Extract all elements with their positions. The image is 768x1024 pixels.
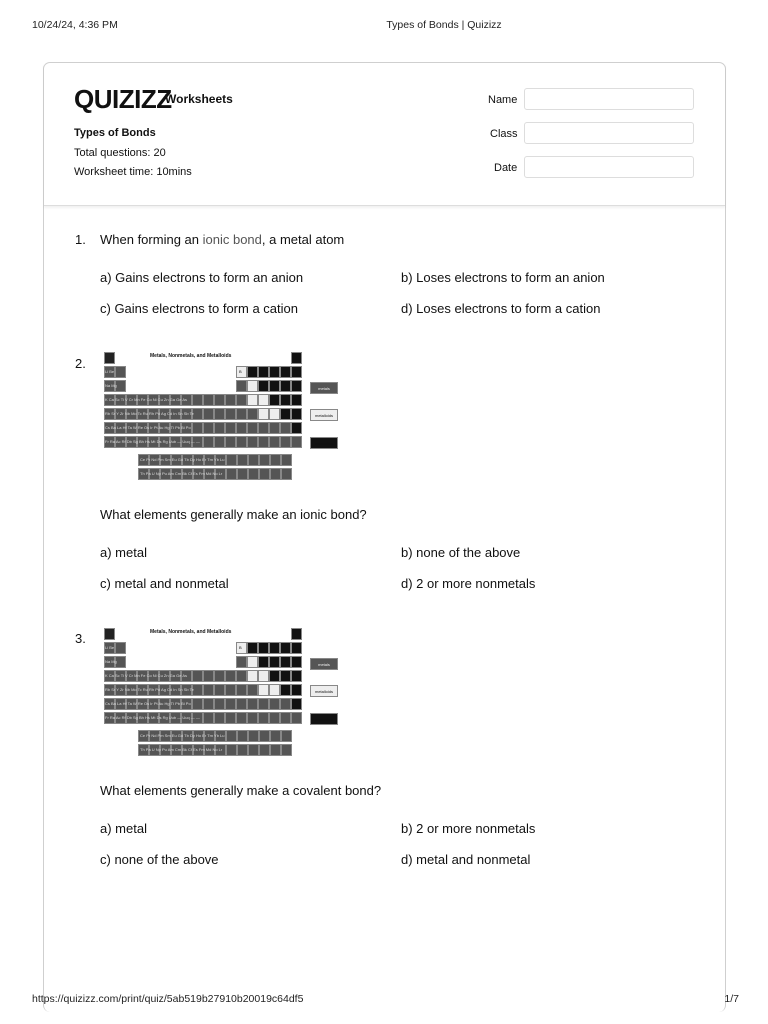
element-row-symbols: Rb Sr Y Zr Nb Mo Tc Ru Rh Pd Ag Cd In Sn Sb Te [105,687,194,692]
element-cell [236,408,247,420]
element-cell [203,436,214,448]
element-cell [291,380,302,392]
element-cell [269,394,280,406]
element-row-symbols: K Ca Sc Ti V Cr Mn Fe Co Ni Cu Zn Ga Ge As [105,673,188,678]
worksheet-time: Worksheet time: 10mins [74,166,192,178]
element-cell [214,698,225,710]
element-cell [247,408,258,420]
element-row-symbols: Li Be [105,645,115,650]
question-1-option-d: d) Loses electrons to form a cation [401,301,601,316]
print-url: https://quizizz.com/print/quiz/5ab519b27910b20019c64df5 [32,993,304,1005]
element-cell [269,642,280,654]
element-cell [269,380,280,392]
element-cell [291,408,302,420]
question-2-option-d: d) 2 or more nonmetals [401,576,536,591]
element-cell [247,656,258,668]
f-block-cell [259,744,270,756]
element-cell [258,656,269,668]
f-block-cell [281,468,292,480]
question-2-option-b: b) none of the above [401,545,521,560]
element-cell [214,394,225,406]
element-cell [280,408,291,420]
f-block-cell [237,468,248,480]
element-cell [225,684,236,696]
question-2-number: 2. [75,356,86,371]
element-cell [280,394,291,406]
element-cell [269,712,280,724]
worksheet-header [44,63,725,206]
f-block-cell [226,730,237,742]
element-row-symbols: Na Mg [105,383,117,388]
element-cell [236,394,247,406]
element-cell [291,684,302,696]
periodic-table-cells [102,628,307,758]
element-cell [236,670,247,682]
element-cell [258,642,269,654]
element-cell [225,408,236,420]
f-block-cell [226,468,237,480]
element-cell [247,394,258,406]
element-cell [236,436,247,448]
element-cell [236,712,247,724]
element-cell [258,698,269,710]
element-cell [104,352,115,364]
element-cell [203,422,214,434]
element-cell [225,436,236,448]
legend-metalloids: metalloids [310,685,338,697]
f-block-cell [281,744,292,756]
element-cell [115,642,126,654]
element-cell [280,656,291,668]
element-cell [258,408,269,420]
element-cell [280,684,291,696]
element-cell [280,366,291,378]
f-block-cell [270,730,281,742]
print-title: Types of Bonds | Quizizz [386,19,502,31]
f-block-cell [248,744,259,756]
element-cell [269,684,280,696]
element-row-symbols: Cs Ba La Hf Ta W Re Os Ir Pt Au Hg Tl Pb Bi Po [105,425,191,430]
f-block-cell [226,454,237,466]
element-cell [214,670,225,682]
element-cell [258,366,269,378]
question-3-option-a: a) metal [100,821,147,836]
element-cell [258,684,269,696]
f-block-cell [248,454,259,466]
element-cell [225,422,236,434]
element-cell [203,684,214,696]
legend-nonmetals: nonmetals [310,437,338,449]
f-block-symbols: Th Pa U Np Pu Am Cm Bk Cf Es Fm Md No Lr [140,747,223,752]
element-cell [291,422,302,434]
element-cell [280,380,291,392]
element-cell [225,670,236,682]
f-block-cell [270,454,281,466]
element-cell [203,670,214,682]
element-cell [291,436,302,448]
element-cell [192,422,203,434]
print-page-number: 1/7 [724,993,739,1005]
quizizz-logo: QUIZIZZ [74,84,172,114]
element-cell [280,642,291,654]
element-row-symbols: Fr Ra Ac Rf Db Sg Bh Hs Mt Ds Rg Uub — Uuq — — [105,439,200,444]
f-block-cell [237,454,248,466]
question-1-text [100,232,344,247]
f-block-symbols: Ce Pr Nd Pm Sm Eu Gd Tb Dy Ho Er Tm Yb Lu [140,457,225,462]
element-cell [192,698,203,710]
element-cell [280,712,291,724]
total-questions: Total questions: 20 [74,147,166,159]
question-1-option-c: c) Gains electrons to form a cation [100,301,298,316]
element-cell [247,642,258,654]
element-b: B [239,645,242,650]
date-field[interactable] [524,156,694,178]
legend-metals: metals [310,382,338,394]
element-cell [225,698,236,710]
element-cell [291,352,302,364]
f-block-symbols: Th Pa U Np Pu Am Cm Bk Cf Es Fm Md No Lr [140,471,223,476]
element-cell [291,698,302,710]
element-cell [247,380,258,392]
f-block-cell [248,730,259,742]
periodic-table-title: Metals, Nonmetals, and Metalloids [150,629,232,635]
element-cell [269,656,280,668]
element-cell [214,408,225,420]
element-cell [291,670,302,682]
date-label: Date [494,162,518,174]
element-cell [258,436,269,448]
worksheet-title: Types of Bonds [74,127,156,139]
f-block-cell [281,454,292,466]
element-cell [269,436,280,448]
element-row-symbols: Na Mg [105,659,117,664]
element-cell [192,670,203,682]
element-cell [214,422,225,434]
element-cell [280,422,291,434]
f-block-cell [259,468,270,480]
f-block-cell [259,730,270,742]
element-cell [280,436,291,448]
element-cell [203,698,214,710]
periodic-table-image-2 [102,628,338,758]
f-block-cell [270,744,281,756]
class-label: Class [490,128,518,140]
element-cell [225,394,236,406]
element-cell [269,670,280,682]
legend-nonmetals: nonmetals [310,713,338,725]
name-label: Name [488,94,518,106]
element-cell [225,712,236,724]
element-cell [203,712,214,724]
element-cell [236,684,247,696]
element-cell [291,628,302,640]
periodic-table-cells [102,352,307,482]
element-cell [269,366,280,378]
name-field[interactable] [524,88,694,110]
element-cell [291,394,302,406]
element-cell [269,422,280,434]
print-header [0,19,768,35]
f-block-symbols: Ce Pr Nd Pm Sm Eu Gd Tb Dy Ho Er Tm Yb Lu [140,733,225,738]
element-cell [203,408,214,420]
f-block-cell [248,468,259,480]
periodic-table-title: Metals, Nonmetals, and Metalloids [150,353,232,359]
element-cell [214,684,225,696]
question-3-option-d: d) metal and nonmetal [401,852,531,867]
element-cell [258,394,269,406]
element-cell [258,670,269,682]
element-cell [247,684,258,696]
element-cell [214,436,225,448]
f-block-cell [259,454,270,466]
element-cell [291,712,302,724]
element-cell [203,394,214,406]
element-cell [247,436,258,448]
f-block-cell [226,744,237,756]
question-1-option-a: a) Gains electrons to form an anion [100,270,304,285]
question-1-number: 1. [75,232,86,247]
question-1-highlight: ionic bond [202,232,262,247]
element-cell [247,366,258,378]
element-cell [115,366,126,378]
question-3-text: What elements generally make a covalent bond? [100,783,382,798]
f-block-cell [270,468,281,480]
question-2-text: What elements generally make an ionic bond? [100,507,367,522]
element-cell [291,366,302,378]
element-row-symbols: Fr Ra Ac Rf Db Sg Bh Hs Mt Ds Rg Uub — Uuq — — [105,715,200,720]
element-cell [236,656,247,668]
question-3-option-b: b) 2 or more nonmetals [401,821,536,836]
question-1-text-pre: When forming an [100,232,203,247]
element-row-symbols: Cs Ba La Hf Ta W Re Os Ir Pt Au Hg Tl Pb Bi Po [105,701,191,706]
class-field[interactable] [524,122,694,144]
f-block-cell [281,730,292,742]
worksheet-card [43,62,726,1012]
element-cell [291,656,302,668]
element-cell [258,422,269,434]
element-row-symbols: Li Be [105,369,115,374]
element-b: B [239,369,242,374]
question-1-option-b: b) Loses electrons to form an anion [401,270,605,285]
f-block-cell [237,730,248,742]
element-cell [247,670,258,682]
legend-metalloids: metalloids [310,409,338,421]
element-row-symbols: K Ca Sc Ti V Cr Mn Fe Co Ni Cu Zn Ga Ge As [105,397,188,402]
element-cell [291,642,302,654]
element-cell [280,670,291,682]
element-cell [269,698,280,710]
periodic-table-image [102,352,338,482]
element-cell [104,628,115,640]
element-cell [236,380,247,392]
question-2-option-c: c) metal and nonmetal [100,576,229,591]
element-cell [236,698,247,710]
element-cell [258,380,269,392]
element-cell [247,422,258,434]
element-cell [247,698,258,710]
element-cell [192,394,203,406]
question-3-number: 3. [75,631,86,646]
print-datetime: 10/24/24, 4:36 PM [32,19,118,31]
question-1-text-post: , a metal atom [261,232,345,247]
question-3-option-c: c) none of the above [100,852,219,867]
element-cell [236,422,247,434]
legend-metals: metals [310,658,338,670]
element-cell [269,408,280,420]
worksheets-label: Worksheets [165,92,233,106]
question-2-option-a: a) metal [100,545,147,560]
element-row-symbols: Rb Sr Y Zr Nb Mo Tc Ru Rh Pd Ag Cd In Sn Sb Te [105,411,194,416]
element-cell [280,698,291,710]
element-cell [247,712,258,724]
element-cell [258,712,269,724]
f-block-cell [237,744,248,756]
element-cell [214,712,225,724]
